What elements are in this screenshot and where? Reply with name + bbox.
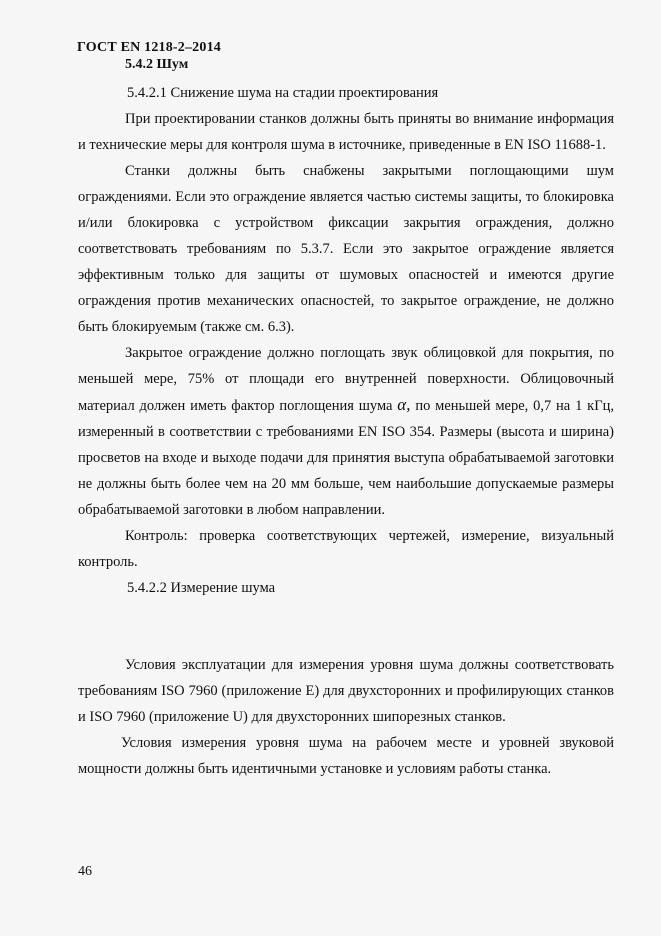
subsection-heading-5-4-2-1: 5.4.2.1 Снижение шума на стадии проектирования [127, 85, 439, 101]
subsection-heading-5-4-2-2: 5.4.2.2 Измерение шума [127, 580, 276, 596]
paragraph-absorption-text-1: Закрытое ограждение должно поглощать звук облицовкой для покрытия, по меньшей мере, 75% от площади его внутренней поверхности. Облицовочный материал должен иметь фактор поглощения шума [78, 345, 614, 414]
paragraph-design-noise: При проектировании станков должны быть приняты во внимание информация и технические меры для контроля шума в источнике, приведенные в EN ISO 11688-1. [78, 111, 614, 153]
section-heading: 5.4.2 Шум [125, 57, 189, 72]
body-text-block-1 [78, 80, 614, 601]
paragraph-workplace-conditions: Условия измерения уровня шума на рабочем месте и уровней звуковой мощности должны быть идентичными установке и условиям работы станка. [78, 735, 614, 777]
paragraph-absorption [78, 340, 614, 523]
paragraph-control: Контроль: проверка соответствующих чертежей, измерение, визуальный контроль. [78, 528, 614, 570]
alpha-symbol: α, [397, 395, 411, 414]
paragraph-absorption-text-2: по меньшей мере, 0,7 на 1 кГц, измеренный в соответствии с требованиями EN ISO 354. Размеры (высота и ширина) просветов на входе и выходе подачи для принятия выступа обрабатываемой заготовки не должны быть более чем на 20 мм больше, чем наибольшие допускаемые размеры обрабатываемой заготовки в любом направлении. [78, 398, 614, 518]
paragraph-measurement-conditions: Условия эксплуатации для измерения уровня шума должны соответствовать требованиям ISO 7960 (приложение E) для двухсторонних и профилирующих станков и ISO 7960 (приложение U) для двухсторонних шипорезных станков. [78, 657, 614, 725]
body-text-block-2 [78, 652, 614, 782]
page-number: 46 [78, 864, 92, 879]
paragraph-enclosure: Станки должны быть снабжены закрытыми поглощающими шум ограждениями. Если это ограждение является частью системы защиты, то блокировка и/или блокировка с устройством фиксации закрытия ограждения, должно соответствовать требованиям по 5.3.7. Если это закрытое ограждение является эффективным только для защиты от шумовых опасностей и имеются другие ограждения против механических опасностей, то закрытое ограждение, не должно быть блокируемым (также см. 6.3). [78, 163, 614, 335]
document-code-header: ГОСТ EN 1218-2–2014 [77, 40, 221, 55]
